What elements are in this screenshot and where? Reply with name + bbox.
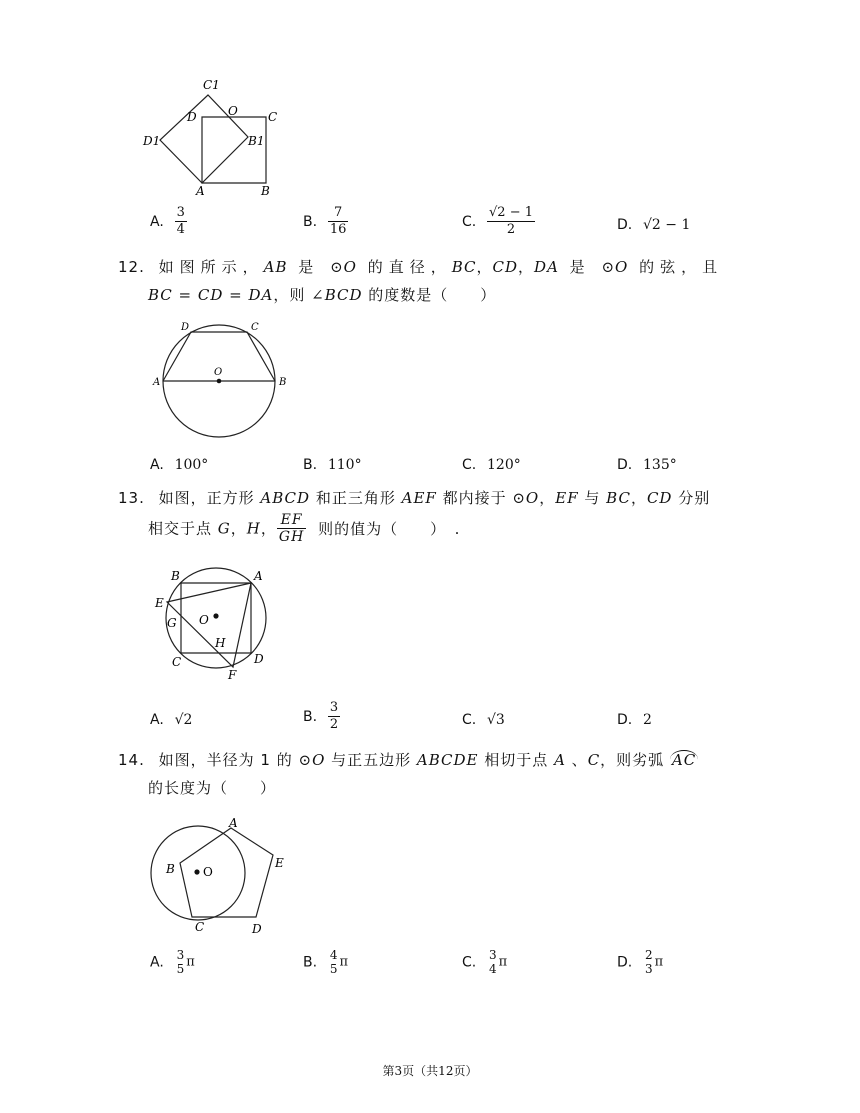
- q12-stem-line2: BC = CD = DA，则 ∠BCD 的度数是（ ）: [148, 286, 497, 304]
- label-o: O: [203, 865, 213, 879]
- label-c: C: [268, 110, 278, 124]
- question-number: 14.: [118, 751, 145, 769]
- question-number: 13.: [118, 489, 145, 507]
- center-dot: [194, 869, 199, 874]
- q12-option-d[interactable]: D. 135°: [617, 457, 677, 473]
- center-dot: [217, 379, 222, 384]
- q11-option-a[interactable]: A. $\frac{3}{4}$: [150, 205, 185, 237]
- fraction-ef-gh: $\frac{EF}{GH}$: [278, 512, 305, 545]
- label-h: H: [215, 636, 226, 650]
- label-b: B: [166, 862, 175, 876]
- label-c1: C1: [203, 78, 220, 92]
- q12-option-c[interactable]: C. 120°: [462, 457, 521, 473]
- label-b: B: [279, 377, 287, 388]
- label-d: D: [254, 652, 264, 666]
- label-o: O: [214, 367, 223, 378]
- fraction: 3 4: [489, 948, 497, 976]
- label-o: O: [199, 613, 209, 627]
- fraction: 4 5: [329, 948, 338, 976]
- label-a: A: [229, 816, 238, 830]
- label-o: O: [228, 104, 238, 118]
- fraction: $\frac{3}{4}$: [176, 205, 185, 237]
- q11-option-d[interactable]: D. √2 − 1: [617, 217, 691, 233]
- arc-ac: AC: [671, 751, 697, 769]
- label-g: G: [167, 616, 177, 630]
- q13-option-d[interactable]: D. 2: [617, 712, 652, 728]
- label-b: B: [171, 569, 180, 583]
- q14-option-c[interactable]: C. 3 4 π: [462, 948, 508, 976]
- q12-figure: [150, 318, 295, 448]
- q13-stem-line1: 13. 如图，正方形 ABCD 和正三角形 AEF 都内接于 ⊙O，EF 与 BC，CD 分别: [118, 489, 711, 507]
- fraction: 3 5: [176, 948, 185, 976]
- q13-option-b[interactable]: B. $\frac{3}{2}$: [303, 700, 339, 732]
- label-d: D: [187, 110, 197, 124]
- q13-figure: [150, 562, 280, 687]
- fraction: $\frac{√2 - 1}{2}$: [489, 205, 533, 237]
- pentagon-abcde: [180, 828, 273, 917]
- label-f: F: [228, 668, 237, 682]
- q13-option-a[interactable]: A. √2: [150, 712, 193, 728]
- question-number: 12.: [118, 258, 145, 276]
- page-footer: 第3页（共12页）: [382, 1064, 478, 1078]
- center-dot: [213, 613, 218, 618]
- q11-option-b[interactable]: B. $\frac{7}{16}$: [303, 205, 347, 237]
- q14-option-b[interactable]: B. 4 5 π: [303, 948, 349, 976]
- label-c: C: [251, 322, 259, 333]
- q13-option-c[interactable]: C. √3: [462, 712, 505, 728]
- label-a: A: [254, 569, 263, 583]
- label-c: C: [195, 920, 205, 934]
- fraction: 2 3: [645, 948, 653, 976]
- label-c: C: [172, 655, 182, 669]
- q14-stem-line1: 14. 如图，半径为 1 的 ⊙O 与正五边形 ABCDE 相切于点 A 、C，则劣弧 AC: [118, 751, 697, 769]
- label-e: E: [155, 596, 164, 610]
- q11-option-c[interactable]: C. $\frac{√2 - 1}{2}$: [462, 205, 533, 237]
- label-d: D: [252, 922, 262, 936]
- label-e: E: [275, 856, 284, 870]
- q14-figure: [148, 813, 293, 938]
- label-d: D: [181, 322, 190, 333]
- q13-stem-line2: 相交于点 G，H， $\frac{EF}{GH}$ 则的值为（ ） .: [148, 512, 461, 545]
- label-a: A: [196, 184, 205, 198]
- label-b: B: [261, 184, 270, 198]
- q12-option-b[interactable]: B. 110°: [303, 457, 362, 473]
- q12-stem-line1: 12. 如图所示，AB 是 ⊙O 的直径，BC，CD，DA 是 ⊙O 的弦，且: [118, 258, 724, 276]
- label-d1: D1: [143, 134, 161, 148]
- fraction: $\frac{3}{2}$: [329, 700, 339, 732]
- q12-option-a[interactable]: A. 100°: [150, 457, 209, 473]
- q14-option-a[interactable]: A. 3 5 π: [150, 948, 195, 976]
- q14-stem-line2: 的长度为（ ）: [148, 779, 277, 797]
- label-a: A: [153, 377, 161, 388]
- q14-option-d[interactable]: D. 2 3 π: [617, 948, 664, 976]
- label-b1: B1: [248, 134, 265, 148]
- fraction: $\frac{7}{16}$: [329, 205, 347, 237]
- q11-figure: [140, 75, 290, 200]
